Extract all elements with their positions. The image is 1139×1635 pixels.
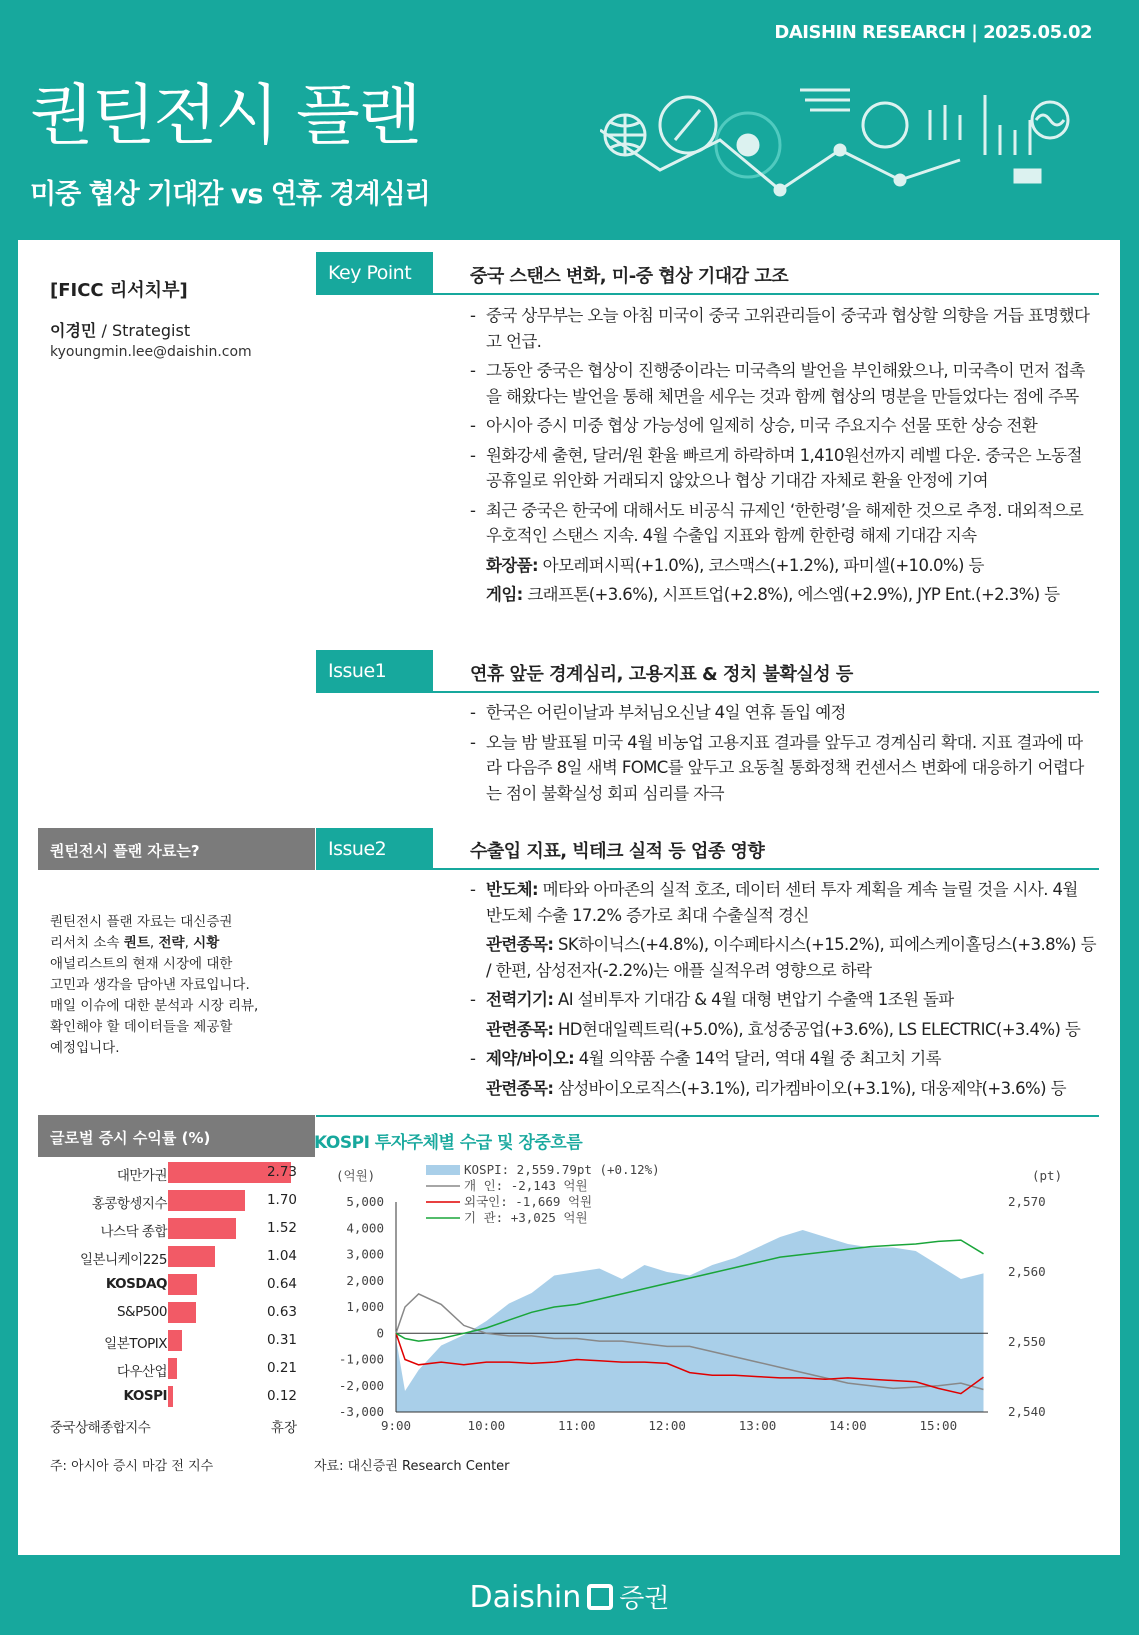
sub-label: 화장품:: [486, 555, 539, 575]
about-heading: 퀀틴전시 플랜 자료는?: [38, 828, 315, 870]
returns-value: 0.12: [266, 1388, 297, 1404]
footer-logo: [0, 1578, 1139, 1615]
issue2-bullets: [468, 877, 1096, 1105]
x-tick: 14:00: [829, 1418, 867, 1433]
y-tick-left: 0: [376, 1325, 384, 1341]
sub-label: 반도체:: [486, 880, 539, 899]
returns-index-name: 나스닥 종합: [100, 1224, 167, 1240]
legend-swatch: [426, 1165, 460, 1175]
about-line: 퀀틴전시 플랜 자료는 대신증권: [50, 914, 233, 930]
y-tick-left: -3,000: [338, 1404, 384, 1419]
issue2-divider: [316, 868, 1099, 870]
returns-bar: [168, 1330, 182, 1351]
y-tick-left: -2,000: [338, 1377, 384, 1393]
returns-bar: [168, 1386, 173, 1407]
issue1-tag: Issue1: [316, 650, 433, 692]
about-line: 애널리스트의 현재 시장에 대한: [50, 956, 233, 972]
returns-row: [38, 1158, 315, 1186]
returns-row: [38, 1298, 315, 1326]
about-line: 매일 이슈에 대한 분석과 시장 리뷰,: [50, 998, 259, 1014]
y-tick-right: 2,570: [1008, 1194, 1046, 1209]
report-title: 퀀틴전시 플랜: [30, 77, 420, 154]
returns-index-name: S&P500: [116, 1304, 167, 1320]
returns-index-name: 일본니케이225: [80, 1252, 167, 1268]
returns-index-name: 대만가권: [116, 1168, 167, 1184]
legend-label: KOSPI: 2,559.79pt (+0.12%): [464, 1162, 660, 1177]
keypoint-item: - 그동안 중국은 협상이 진행중이라는 미국측의 발언을 부인해왔으나, 미국측이 먼저 접촉을 해왔다는 발언을 통해 체면을 세우는 것과 함께 협상의 명분을 만들었다는 점에 주목: [468, 358, 1096, 409]
x-tick: 13:00: [738, 1418, 777, 1433]
y-label-left: (억원): [336, 1168, 376, 1183]
issue1-divider: [316, 691, 1099, 693]
about-text: [50, 912, 305, 1059]
returns-row: [38, 1326, 315, 1354]
sub-text: 크래프톤(+3.6%), 시프트업(+2.8%), 에스엠(+2.9%), JYP Ent.(+2.3%) 등: [522, 585, 1060, 604]
x-tick: 11:00: [557, 1418, 596, 1433]
issue2-power: [468, 987, 1096, 1013]
returns-row: [38, 1186, 315, 1214]
returns-index-name: KOSPI: [123, 1388, 167, 1404]
returns-value: 0.31: [266, 1332, 297, 1348]
keypoint-divider: [316, 293, 1099, 295]
issue2-bio-stocks: [468, 1076, 1096, 1102]
about-line: 리서치 소속 퀀트, 전략, 시황: [50, 935, 220, 951]
kospi-area: [396, 1230, 984, 1412]
legend-label: 개 인: -2,143 억원: [464, 1178, 588, 1193]
y-tick-right: 2,560: [1008, 1264, 1046, 1279]
sub-text: 아모레퍼시픽(+1.0%), 코스맥스(+1.2%), 파미셀(+10.0%) 등: [538, 555, 984, 575]
about-line: 고민과 생각을 담아낸 자료입니다.: [50, 977, 250, 993]
issue2-title: 수출입 지표, 빅테크 실적 등 업종 영향: [470, 841, 765, 862]
issue1-bullets: [468, 700, 1096, 810]
returns-value: 1.04: [266, 1248, 297, 1264]
keypoint-title: 중국 스탠스 변화, 미-중 협상 기대감 고조: [470, 266, 789, 287]
footer-brand: Daishin: [469, 1580, 582, 1615]
keypoint-sub-cosmetics: [468, 553, 1096, 579]
about-line: 예정입니다.: [50, 1040, 120, 1056]
returns-note: 주: 아시아 증시 마감 전 지수: [50, 1459, 214, 1474]
about-line: 확인해야 할 데이터들을 제공할: [50, 1019, 233, 1035]
y-tick-left: 4,000: [346, 1220, 384, 1236]
returns-index-name: 중국상해종합지수: [50, 1420, 151, 1436]
sub-text: AI 설비투자 기대감 & 4월 대형 변압기 수출액 1조원 돌파: [553, 990, 954, 1009]
author-email[interactable]: kyoungmin.lee@daishin.com: [50, 344, 252, 360]
returns-bar: [168, 1218, 236, 1239]
sub-text: SK하이닉스(+4.8%), 이수페타시스(+15.2%), 피에스케이홀딩스(+3.8%) 등 / 한편, 삼성전자(-2.2%)는 애플 실적우려 영향으로 하락: [486, 935, 1096, 980]
legend-label: 외국인: -1,669 억원: [464, 1194, 593, 1209]
keypoint-item: - 중국 상무부는 오늘 아침 미국이 중국 고위관리들이 중국과 협상할 의향을 거듭 표명했다고 언급.: [468, 303, 1096, 354]
y-tick-right: 2,550: [1008, 1334, 1046, 1349]
keypoint-item: - 아시아 증시 미중 협상 가능성에 일제히 상승, 미국 주요지수 선물 또한 상승 전환: [468, 413, 1096, 439]
keypoint-bullets: [468, 303, 1096, 612]
y-tick-left: 5,000: [346, 1194, 384, 1209]
sub-label: 제약/바이오:: [486, 1049, 575, 1068]
about-market: 시황: [193, 935, 220, 951]
returns-index-name: 다우산업: [116, 1364, 167, 1380]
issue1-item: - 오늘 밤 발표될 미국 4월 비농업 고용지표 결과를 앞두고 경계심리 확대. 지표 결과에 따라 다음주 8일 새벽 FOMC를 앞두고 요동칠 통화정책 컨센서스 변화에 대응하기 어렵다는 점이 불확실성 회피 심리를 자극: [468, 730, 1096, 807]
returns-row: [38, 1214, 315, 1242]
author-name-line: [50, 318, 190, 341]
sub-label: 게임:: [486, 585, 523, 604]
keypoint-sub-games: [468, 582, 1096, 608]
issue1-title: 연휴 앞둔 경계심리, 고용지표 & 정치 불확실성 등: [470, 664, 853, 685]
x-tick: 10:00: [467, 1418, 506, 1433]
y-tick-left: -1,000: [338, 1351, 384, 1367]
returns-value: 휴장: [270, 1420, 297, 1436]
author-department: [FICC 리서치부]: [50, 280, 188, 301]
sub-text: 4월 의약품 수출 14억 달러, 역대 4월 중 최고치 기록: [574, 1049, 941, 1068]
returns-heading: 글로벌 증시 수익률 (%): [38, 1115, 315, 1157]
chart-title: KOSPI 투자주체별 수급 및 장중흐름: [314, 1133, 583, 1153]
returns-value: 2.73: [266, 1164, 297, 1180]
issue2-semiconductor-stocks: [468, 932, 1096, 983]
sub-label: 관련종목:: [486, 1019, 554, 1039]
y-tick-left: 1,000: [346, 1299, 384, 1314]
returns-value: 1.70: [266, 1192, 297, 1208]
issue2-power-stocks: [468, 1017, 1096, 1043]
returns-row: [38, 1242, 315, 1270]
chart-source: 자료: 대신증권 Research Center: [314, 1459, 510, 1474]
returns-row: [38, 1410, 315, 1438]
sub-label: 관련종목:: [486, 1078, 554, 1098]
keypoint-item: - 원화강세 출현, 달러/원 환율 빠르게 하락하며 1,410원선까지 레벨 다운. 중국은 노동절 공휴일로 위안화 거래되지 않았으나 협상 기대감 자체로 환율 안정에 기여: [468, 443, 1096, 494]
returns-bar: [168, 1190, 245, 1211]
returns-row: [38, 1382, 315, 1410]
returns-index-name: 홍콩항셍지수: [91, 1196, 167, 1212]
x-tick: 9:00: [380, 1418, 412, 1433]
x-tick: 15:00: [919, 1418, 958, 1433]
y-tick-left: 2,000: [346, 1272, 384, 1288]
header-illustration: [600, 70, 1100, 210]
returns-row: [38, 1270, 315, 1298]
footer-suffix: 증권: [619, 1584, 670, 1614]
returns-row: [38, 1354, 315, 1382]
sub-text: HD현대일렉트릭(+5.0%), 효성중공업(+3.6%), LS ELECTRIC(+3.4%) 등: [553, 1019, 1081, 1039]
returns-value: 0.64: [266, 1276, 297, 1292]
sub-text: 삼성바이오로직스(+3.1%), 리가켐바이오(+3.1%), 대웅제약(+3.6%) 등: [553, 1078, 1066, 1098]
pie-icon: [863, 103, 907, 147]
report-date: DAISHIN RESEARCH | 2025.05.02: [774, 22, 1092, 43]
about-quant: 퀀트: [123, 935, 150, 951]
daishin-logo-icon: [587, 1584, 613, 1610]
issue1-item: - 한국은 어린이날과 부처님오신날 4일 연휴 돌입 예정: [468, 700, 1096, 726]
x-tick: 12:00: [648, 1418, 686, 1433]
sub-text: 메타와 아마존의 실적 호조, 데이터 센터 투자 계획을 계속 늘릴 것을 시사. 4월 반도체 수출 17.2% 증가로 최대 수출실적 경신: [486, 880, 1078, 925]
keypoint-tag: Key Point: [316, 252, 433, 294]
sub-label: 관련종목:: [486, 935, 554, 954]
kospi-flow-chart: [308, 1158, 1098, 1448]
issue2-bio: [468, 1046, 1096, 1072]
y-label-right: (pt): [1032, 1168, 1063, 1183]
issue2-tag: Issue2: [316, 828, 433, 870]
returns-index-name: 일본TOPIX: [104, 1336, 167, 1352]
keypoint-item: - 최근 중국은 한국에 대해서도 비공식 규제인 ‘한한령’을 해제한 것으로 추정. 대외적으로 우호적인 스탠스 지속. 4월 수출입 지표와 함께 한한령 해제 기대감 지속: [468, 498, 1096, 549]
returns-value: 0.63: [266, 1304, 297, 1320]
y-tick-left: 3,000: [346, 1246, 384, 1262]
legend-label: 기 관: +3,025 억원: [464, 1210, 588, 1225]
returns-value: 1.52: [266, 1220, 297, 1236]
returns-value: 0.21: [266, 1360, 297, 1376]
author-name: 이경민: [50, 321, 97, 340]
returns-bar: [168, 1246, 215, 1267]
chart-divider: [316, 1115, 1099, 1117]
returns-bar: [168, 1358, 177, 1379]
issue2-semiconductor: [468, 877, 1096, 928]
returns-index-name: KOSDAQ: [105, 1276, 167, 1292]
returns-bar: [168, 1302, 196, 1323]
author-role: / Strategist: [101, 321, 191, 340]
y-tick-right: 2,540: [1008, 1404, 1046, 1419]
returns-bar: [168, 1274, 197, 1295]
about-strategy: 전략: [158, 935, 185, 951]
report-body: [18, 240, 1120, 1555]
report-subtitle: 미중 협상 기대감 vs 연휴 경계심리: [30, 179, 430, 210]
sub-label: 전력기기:: [486, 990, 554, 1009]
